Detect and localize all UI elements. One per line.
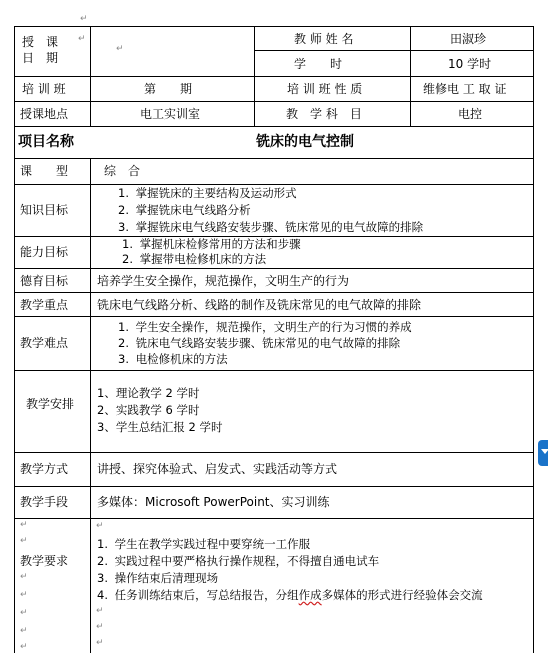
class-type-value: 维修电 工 取 证 — [423, 82, 507, 96]
teacher-name: 田淑珍 — [450, 32, 487, 46]
key-points-value: 铣床电气线路分析、线路的制作及铣床常见的电气故障的排除 — [97, 298, 422, 312]
list-item: 1. 学生安全操作，规范操作，文明生产的行为习惯的养成 — [118, 320, 412, 334]
subject-value: 电控 — [458, 107, 483, 121]
list-item: 3、学生总结汇报 2 学时 — [97, 420, 223, 434]
date-value-empty: ↵ — [116, 44, 124, 54]
spellcheck-underline: 作成 — [298, 588, 322, 602]
project-label: 项目名称 — [18, 134, 74, 150]
list-item: 1、理论教学 2 学时 — [97, 386, 200, 400]
hours-label: 学 时 — [294, 57, 343, 71]
list-item: 1. 掌握铣床的主要结构及运动形式 — [118, 186, 297, 200]
subject-label: 教 学 科 目 — [286, 107, 362, 121]
knowledge-label: 知识目标 — [20, 203, 69, 217]
project-title: 铣床的电气控制 — [256, 134, 354, 150]
methods-value: 讲授、探究体验式、启发式、实践活动等方式 — [97, 462, 338, 476]
course-type-label: 课 型 — [20, 164, 69, 178]
teacher-label: 教 师 姓 名 — [294, 32, 354, 46]
difficulties-label: 教学难点 — [20, 336, 69, 350]
list-item: 2. 掌握带电检修机床的方法 — [122, 252, 267, 266]
list-item: 3. 电检修机床的方法 — [118, 352, 228, 366]
class-value: 第 期 — [144, 82, 193, 96]
means-value: 多媒体：Microsoft PowerPoint、实习训练 — [97, 495, 330, 509]
paragraph-mark: ↵ — [96, 638, 104, 648]
list-item: 2. 掌握铣床电气线路分析 — [118, 203, 251, 217]
course-type-value: 综 合 — [104, 164, 141, 178]
date-label: 授 课 日 期 — [22, 35, 59, 65]
list-item: 2、实践教学 6 学时 — [97, 403, 200, 417]
moral-label: 德育目标 — [20, 274, 69, 288]
paragraph-mark: ↵ — [20, 626, 28, 636]
side-collapse-tab[interactable] — [538, 440, 548, 466]
ability-label: 能力目标 — [20, 245, 69, 259]
paragraph-mark: ↵ — [20, 608, 28, 618]
paragraph-mark: ↵ — [20, 572, 28, 582]
key-points-label: 教学重点 — [20, 298, 69, 312]
location-value: 电工实训室 — [140, 107, 201, 121]
methods-label: 教学方式 — [20, 462, 69, 476]
list-item: 2. 铣床电气线路安装步骤、铣床常见的电气故障的排除 — [118, 336, 401, 350]
paragraph-mark: ↵ — [96, 622, 104, 632]
list-item: 3. 操作结束后清理现场 — [97, 571, 219, 585]
paragraph-mark: ↵ — [20, 642, 28, 652]
list-item: 3. 掌握铣床电气线路安装步骤、铣床常见的电气故障的排除 — [118, 220, 424, 234]
paragraph-mark: ↵ — [20, 590, 28, 600]
list-item: 2. 实践过程中要严格执行操作规程，不得擅自通电试车 — [97, 554, 380, 568]
location-label: 授课地点 — [20, 107, 69, 121]
means-label: 教学手段 — [20, 495, 69, 509]
class-label: 培 训 班 — [22, 82, 66, 96]
hours-value: 10 学时 — [448, 57, 492, 71]
arrangement-label: 教学安排 — [26, 397, 75, 411]
paragraph-mark: ↵ — [96, 606, 104, 616]
requirements-label: 教学要求 — [20, 554, 69, 568]
paragraph-mark: ↵ — [20, 536, 28, 546]
list-item: 4. 任务训练结束后，写总结报告，分组作成多媒体的形式进行经验体会交流 — [97, 588, 483, 602]
paragraph-mark: ↵ — [78, 34, 86, 44]
list-item: 1. 学生在教学实践过程中要穿统一工作服 — [97, 537, 311, 551]
paragraph-mark: ↵ — [96, 521, 104, 531]
paragraph-mark: ↵ — [20, 520, 28, 530]
class-type-label: 培 训 班 性 质 — [287, 82, 363, 96]
list-item: 1. 掌握机床检修常用的方法和步骤 — [122, 237, 301, 251]
paragraph-mark: ↵ — [80, 14, 88, 24]
moral-value: 培养学生安全操作，规范操作，文明生产的行为 — [97, 274, 350, 288]
